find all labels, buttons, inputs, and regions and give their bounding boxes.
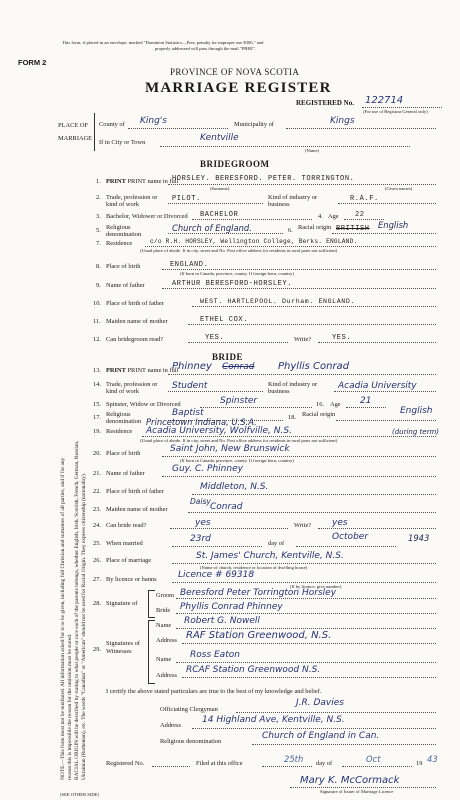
margin-note-line-1: NOTE.—This form must not be mutilated. All information asked for is to be given, including full Christian and surnames of all parties, and if for any	[60, 457, 66, 780]
clergy-address: 14 Highland Ave, Kentville, N.S.	[202, 715, 345, 725]
bride-read-label: Can bride read?	[106, 522, 147, 529]
groom-status-value: BACHELOR	[200, 211, 239, 219]
groom-status-label: Bachelor, Widower or Divorced	[106, 213, 188, 220]
bride-racial-value: English	[400, 406, 433, 416]
bride-father-birthplace-label: Place of birth of father	[106, 488, 164, 495]
bride-religion-value: Baptist	[172, 408, 204, 418]
groom-mother-value: ETHEL COX.	[200, 316, 249, 324]
bride-birthplace-value: Saint John, New Brunswick	[170, 444, 290, 454]
registered-note: (For use of Registrar General only)	[363, 109, 428, 114]
place-of-marriage-value: St. James' Church, Kentville, N.S.	[196, 551, 344, 561]
signature-of-label: Signature of	[106, 600, 138, 607]
groom-name-value: HORSLEY. BERESFORD. PETER. TORRINGTON.	[172, 175, 355, 183]
city-label: If in City or Town	[99, 139, 146, 146]
bride-birthplace-caption: (If born in Canada, province, county. If foreign born, country)	[180, 458, 294, 463]
bride-trade-label: Trade, profession or kind of work	[106, 381, 158, 395]
when-married-month: October	[332, 532, 369, 542]
denomination-value: Church of England in Can.	[262, 731, 380, 741]
groom-father-birthplace-value: WEST. HARTLEPOOL. Durham. ENGLAND.	[200, 298, 355, 305]
form-id: FORM 2	[18, 58, 47, 67]
witness2-address: RCAF Station Greenwood N.S.	[186, 665, 321, 675]
bride-mother-value: Conrad	[210, 502, 243, 512]
licence-label: By licence or banns	[106, 576, 157, 583]
groom-sig-label: Groom	[156, 592, 175, 599]
bride-name-struck: Conrad	[222, 362, 255, 372]
groom-trade-value: PILOT.	[172, 195, 201, 203]
when-married-day-label: day of	[268, 540, 285, 547]
county-value: King's	[140, 116, 167, 126]
margin-note-line-4: Ukrainian (Ruthenian), etc. The words "Canadian" or "American" should not be used for Racial Origin. They express citizenship (nationality).	[81, 472, 87, 780]
denomination-label: Religious denomination	[160, 738, 222, 745]
groom-racial-value: English	[378, 220, 409, 230]
county-label: County of	[99, 121, 125, 128]
licence-caption: (If by licence, give number)	[290, 584, 342, 589]
groom-religion-value: Church of England.	[172, 223, 252, 233]
licence-value: Licence # 69318	[178, 570, 255, 580]
witness1-address-label: Address	[156, 637, 177, 644]
bride-industry-value: Acadia University	[338, 381, 417, 391]
margin-note-line-3: RACIAL ORIGIN will be described by stating to what people or race each of the parents belongs, whether English, Irish, Scottish, French, German, Russian,	[74, 440, 80, 780]
witness2-address-label: Address	[156, 672, 177, 679]
bride-residence-caption: (Usual place of abode. If in city, street and No. Post office address for residents in rural parts not sufficient)	[140, 438, 338, 443]
bride-status-label: Spinster, Widow or Divorced	[106, 401, 181, 408]
footer-registered-label: Registered No.	[106, 760, 145, 767]
registered-number-value: 122714	[365, 95, 404, 106]
place-label-2: MARRIAGE	[58, 135, 93, 142]
groom-birthplace-label: Place of birth	[106, 263, 141, 270]
bride-age-value: 21	[360, 396, 372, 406]
place-of-marriage-label: Place of marriage	[106, 557, 152, 564]
bride-signature: Phyllis Conrad Phinney	[180, 602, 283, 612]
bride-father-label: Name of father	[106, 470, 145, 477]
bride-age-label: Age	[330, 401, 341, 408]
place-of-marriage-caption: (Name of church, residence or location of dwelling house)	[200, 565, 308, 570]
groom-signature: Beresford Peter Torrington Horsley	[180, 588, 337, 598]
registered-number-label: REGISTERED No.	[296, 99, 354, 107]
witness2-name: Ross Eaton	[190, 650, 240, 660]
groom-birthplace-value: ENGLAND.	[170, 261, 209, 269]
groom-religion-label: Religious denomination	[106, 224, 142, 238]
groom-name-label: PRINT PRINT name in full	[106, 178, 179, 185]
clergy-signature: J.R. Davies	[296, 698, 344, 708]
filed-year: 43	[427, 754, 438, 764]
when-married-year: 1943	[408, 533, 430, 543]
bride-mother-label: Maiden name of mother	[106, 506, 168, 513]
witness1-name-label: Name	[156, 622, 172, 629]
issuer-caption: Signature of Issuer of Marriage Licence	[320, 789, 394, 794]
bride-mother-top-value: Daisy	[190, 497, 211, 506]
filed-day-label: day of	[316, 760, 333, 767]
city-value: Kentville	[200, 133, 239, 143]
groom-read-value: YES.	[205, 334, 225, 342]
issuer-signature: Mary K. McCormack	[300, 775, 400, 786]
witness1-address: RAF Station Greenwood, N.S.	[186, 630, 332, 641]
bride-residence-value: Acadia University, Wolfville, N.S.	[146, 426, 292, 436]
when-married-day: 23rd	[190, 534, 211, 544]
groom-father-birthplace-label: Place of birth of father	[106, 300, 164, 307]
bride-birthplace-label: Place of birth	[106, 450, 141, 457]
bride-status-value: Spinster	[220, 396, 258, 406]
filed-day: 25th	[284, 754, 304, 764]
certify-statement: I certify the above stated particulars are true to the best of my knowledge and belief.	[106, 688, 322, 695]
bride-father-value: Guy. C. Phinney	[172, 464, 243, 474]
filed-year-prefix: 19	[416, 760, 423, 767]
bride-read-value: yes	[195, 518, 211, 528]
margin-note	[60, 220, 88, 780]
bride-residence-note: (during term)	[392, 428, 440, 436]
when-married-label: When married	[106, 540, 143, 547]
name-caption: (Name)	[305, 148, 320, 153]
witness2-name-label: Name	[156, 656, 172, 663]
bride-sig-label: Bride	[156, 607, 171, 614]
groom-residence-value: c/o R.H. HORSLEY, Wellington College, Berks. ENGLAND.	[150, 238, 358, 245]
marriage-register-form: This form, if placed in an envelope, marked "Dominion Statistics—Free, penalty for improper use $300," and properly addressed will pass through the mail "FREE". FORM 2 PROVINCE OF NOVA SCOTIA MARRIAGE REGISTER REGISTERED No. 122714 (For use of Registrar General only) PLACE OF MARRIAGE County of King's Municipality of Kings If in City or Town Kentville (Name) BRIDEGROOM 1. PRINT PRINT name in full HORSLEY. BERESFORD. PETER. TORRINGTON. (Surname) (Given names) 2. Trade, profession or kind of work PILOT. Kind of industry or business R.A.F. 3. Bachelor, Widower or Divorced BACHELOR 4. Age 22 5. Religious denomination Church of England. 6. Racial origin BRITISH English 7. Residence c/o R.H. HORSLEY, Wellington College, Berks. ENGLAND. (Usual place of abode. If in city, street and No. Post office address for residents in rural parts not sufficient) 8. Place of birth ENGLAND. (If born in Canada, province, county. If foreign born, country) 9. Name of father ARTHUR BERESFORD-HORSLEY. 10. Place of birth of father WEST. HARTLEPOOL. Durham. ENGLAND. 11. Maiden name of mother ETHEL COX. 12. Can bridegroom read? YES. Write? YES. BRIDE 13. PRINT PRINT name in full Phinney Conrad Phyllis Conrad 14. Trade, profession or kind of work Student Kind of industry or business Acadia University 15. Spinster, Widow or Divorced Spinster 16. Age 21 17. Religious denomination Baptist 18. Racial origin English Princetown Indiana, U.S.A. 19. Residence Acadia University, Wolfville, N.S. (during term) (Usual place of abode. If in city, street and No. Post office address for residents in rural parts not sufficient) 20. Place of birth Saint John, New Brunswick (If born in Canada, province, county. If foreign born, country) 21. Name of father Guy. C. Phinney 22. Place of birth of father Middleton, N.S. Daisy 23. Maiden name of mother Conrad 24. Can bride read? yes Write? yes 25. When married 23rd day of October 1943 26. Place of marriage St. James' Church, Kentville, N.S. (Name of church, residence or location of dwelling house) 27. By licence or banns Licence # 69318 (If by licence, give number) 28. Signature of Groom Beresford Peter Torrington Horsley Bride Phyllis Conrad Phinney 29. Signatures of Witnesses Name Robert G. Nowell Address RAF Station Greenwood, N.S. Name Ross Eaton Address RCAF Station Greenwood N.S. I certify the above stated particulars are true to the best of my knowledge and belief. Officiating Clergyman J.R. Davies Address 14 Highland Ave, Kentville, N.S. Religious denomination Church of England in Can. Registered No. Filed at this office 25th day of Oct 19 43 Mary K. McCormack Signature of Issuer of Marriage Licence [SEE OTHER SIDE] NOTE.—This form must not be mutilated. All information asked for is to be given, including full Christian and surnames of all parties, and if for any reason this is impossible the reason for the omission must be stated. RACIAL ORIGIN will be described by stating to what people or race each of the parents belongs, whether English, Irish, Scottish, French, German, Russian, Ukrainian (Ruthenian), etc. The words "Canadian" or "American" should not be used for Racial Origin. They express citizenship (nationality).	[0, 0, 460, 800]
groom-trade-label: Trade, profession or kind of work	[106, 194, 158, 208]
bride-residence-top-value: Princetown Indiana, U.S.A.	[146, 417, 257, 427]
page-title: MARRIAGE REGISTER	[145, 80, 332, 96]
municipality-value: Kings	[330, 116, 355, 126]
bride-write-value: yes	[332, 518, 348, 528]
groom-age-value: 22	[355, 211, 365, 219]
groom-write-label: Write?	[294, 336, 312, 343]
bridegroom-heading: BRIDEGROOM	[200, 159, 270, 169]
groom-residence-label: Residence	[106, 240, 133, 247]
clergy-label: Officiating Clergyman	[160, 706, 218, 713]
filed-month: Oct	[366, 754, 381, 764]
witness-label-1: Signatures of	[106, 640, 140, 647]
groom-write-value: YES.	[332, 334, 352, 342]
filed-label: Filed at this office	[196, 760, 243, 767]
clergy-address-label: Address	[160, 722, 181, 729]
bride-heading: BRIDE	[212, 352, 244, 362]
bride-father-birthplace-value: Middleton, N.S.	[200, 482, 269, 492]
groom-mother-label: Maiden name of mother	[106, 318, 168, 325]
groom-read-label: Can bridegroom read?	[106, 336, 164, 343]
bride-residence-label: Residence	[106, 428, 133, 435]
bride-trade-value: Student	[172, 381, 208, 391]
place-label-1: PLACE OF	[58, 122, 89, 129]
groom-age-label: Age	[328, 213, 339, 220]
bride-industry-label: Kind of industry or business	[268, 381, 318, 395]
see-other-side: [SEE OTHER SIDE]	[60, 792, 100, 797]
margin-note-line-2: reason this is impossible the reason for the omission must be stated.	[67, 633, 73, 780]
notice-line-2: properly addressed will pass through the mail "FREE".	[155, 46, 256, 51]
bride-given-value: Phyllis Conrad	[278, 361, 350, 372]
groom-residence-caption: (Usual place of abode. If in city, street and No. Post office address for residents in rural parts not sufficient)	[140, 248, 338, 253]
given-names-caption: (Given names)	[385, 186, 413, 191]
witness-label-2: Witnesses	[106, 648, 132, 655]
bride-write-label: Write?	[294, 522, 312, 529]
province-heading: PROVINCE OF NOVA SCOTIA	[170, 67, 300, 77]
bride-name-label: PRINT PRINT name in full	[106, 367, 179, 374]
notice-line-1: This form, if placed in an envelope, marked "Dominion Statistics—Free, penalty for improper use $300," and	[62, 40, 264, 45]
witness1-name: Robert G. Nowell	[184, 616, 260, 626]
groom-father-label: Name of father	[106, 282, 145, 289]
groom-industry-value: R.A.F.	[350, 195, 379, 203]
surname-caption: (Surname)	[210, 186, 230, 191]
bride-racial-label: Racial origin	[302, 411, 336, 418]
groom-father-value: ARTHUR BERESFORD-HORSLEY.	[172, 280, 293, 288]
groom-industry-label: Kind of industry or business	[268, 194, 318, 208]
groom-racial-struck: BRITISH	[336, 225, 370, 233]
municipality-label: Municipality of	[234, 121, 274, 128]
groom-racial-label: Racial origin	[298, 224, 332, 231]
groom-birthplace-caption: (If born in Canada, province, county. If foreign born, country)	[180, 271, 294, 276]
bride-religion-label: Religious denomination	[106, 411, 142, 425]
bride-name-value: Phinney	[172, 361, 212, 372]
